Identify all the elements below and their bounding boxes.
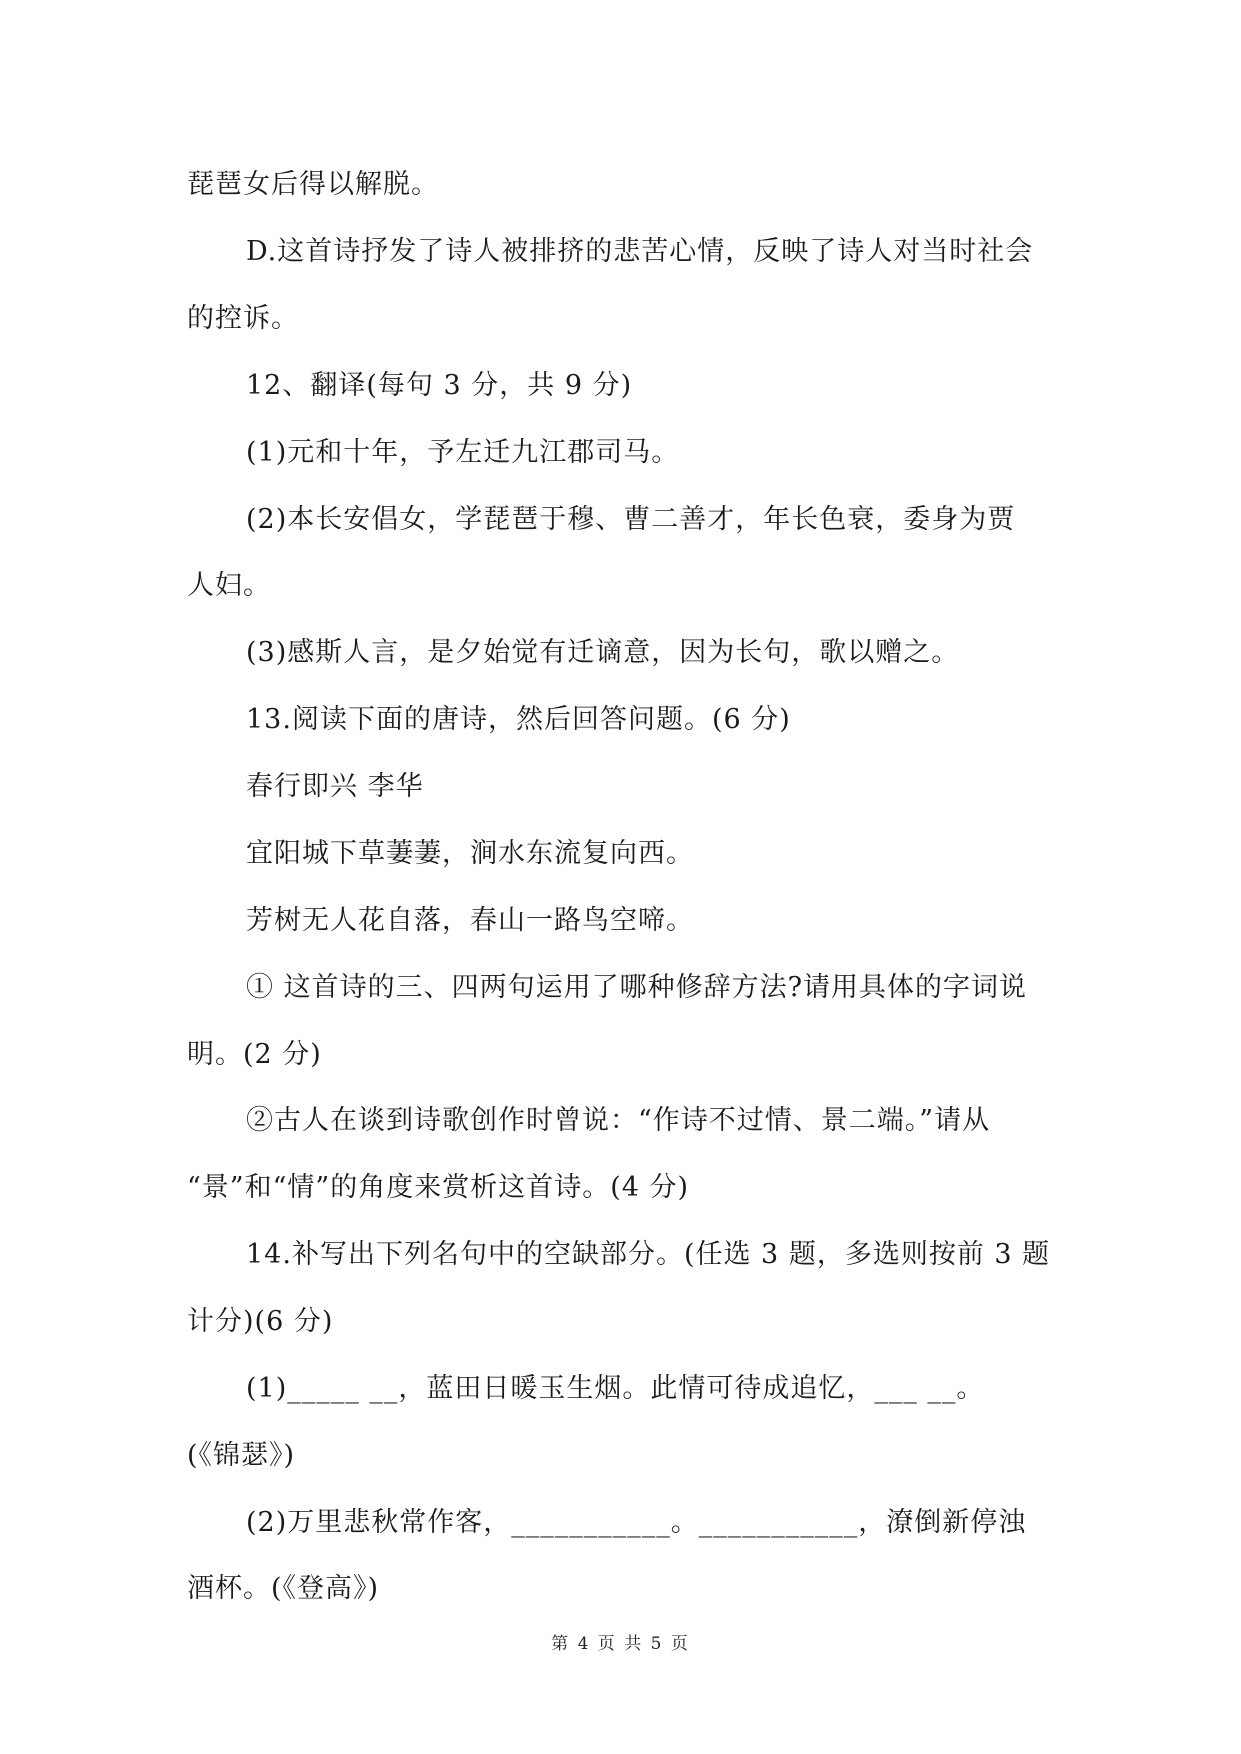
text-line: 酒杯。(《登高》): [187, 1573, 380, 1604]
text-line: 琵琶女后得以解脱。: [187, 169, 439, 200]
subquestion-2: ②古人在谈到诗歌创作时曾说：“作诗不过情、景二端。”请从: [246, 1105, 991, 1136]
text-line: “景”和“情”的角度来赏析这首诗。(4 分): [187, 1172, 690, 1203]
page-footer: 第 4 页 共 5 页: [551, 1634, 690, 1654]
text-line: 计分)(6 分): [187, 1306, 334, 1337]
subquestion-1: ① 这首诗的三、四两句运用了哪种修辞方法?请用具体的字词说: [246, 972, 1028, 1003]
fill-blank-item-2: (2)万里悲秋常作客，___________。___________，潦倒新停浊: [246, 1507, 1027, 1538]
option-d-line: D.这首诗抒发了诗人被排挤的悲苦心情，反映了诗人对当时社会: [246, 236, 1034, 267]
poem-title: 春行即兴 李华: [246, 771, 424, 802]
translation-item-2: (2)本长安倡女，学琵琶于穆、曹二善才，年长色衰，委身为贾: [246, 504, 1016, 535]
translation-item-3: (3)感斯人言，是夕始觉有迁谪意，因为长句，歌以赠之。: [246, 637, 960, 668]
text-line: 人妇。: [187, 570, 271, 601]
text-line: 明。(2 分): [187, 1039, 322, 1070]
question-13-heading: 13.阅读下面的唐诗，然后回答问题。(6 分): [246, 704, 791, 735]
question-14-heading: 14.补写出下列名句中的空缺部分。(任选 3 题，多选则按前 3 题: [246, 1239, 1051, 1270]
text-line: 的控诉。: [187, 303, 299, 334]
question-12-heading: 12、翻译(每句 3 分，共 9 分): [246, 370, 633, 401]
translation-item-1: (1)元和十年，予左迁九江郡司马。: [246, 437, 680, 468]
poem-line-2: 芳树无人花自落，春山一路鸟空啼。: [246, 905, 694, 936]
fill-blank-item-1: (1)_____ __，蓝田日暖玉生烟。此情可待成追忆，___ __。: [246, 1373, 985, 1404]
text-line: (《锦瑟》): [187, 1440, 296, 1471]
poem-line-1: 宜阳城下草萋萋，涧水东流复向西。: [246, 838, 694, 869]
